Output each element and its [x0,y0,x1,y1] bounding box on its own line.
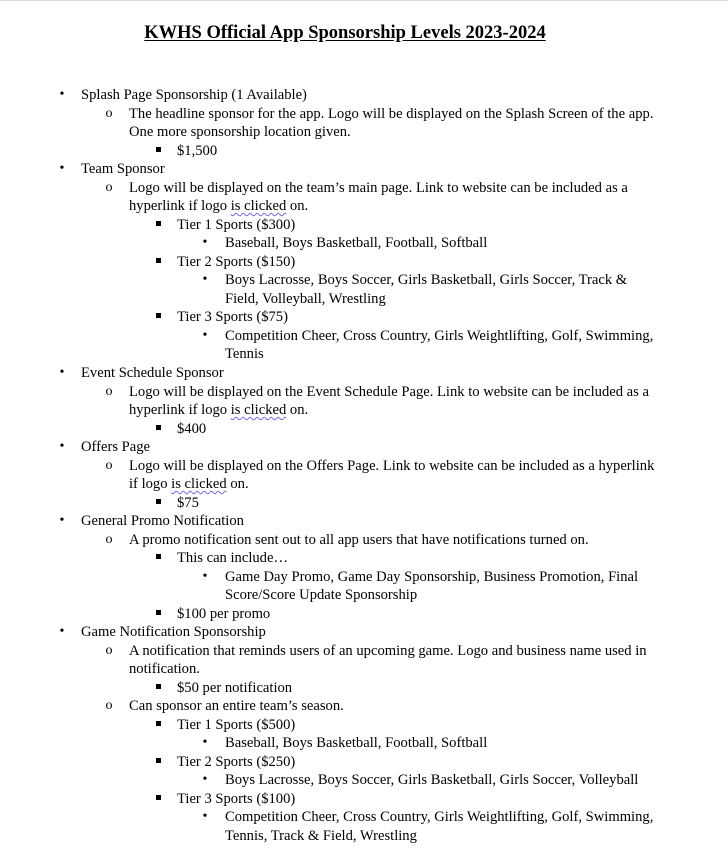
promo-include-line2: Score/Score Update Sponsorship [225,587,418,603]
bullet-disc-icon: • [202,235,208,250]
promo-price: $100 per promo [177,605,271,622]
promo-heading: General Promo Notification [81,513,244,529]
event-price: $400 [177,420,207,437]
team-tier3-sports-line2: Tennis [225,346,264,362]
splash-price: $1,500 [177,142,218,159]
game-heading: Game Notification Sponsorship [81,624,266,640]
bullet-square-icon [151,308,165,326]
game-tier3-sports-line2: Tennis, Track & Field, Wrestling [225,827,417,844]
team-tier2: Tier 2 Sports ($150) [177,253,296,270]
bullet-disc-icon: • [59,161,65,176]
bullet-disc-icon: • [202,272,208,287]
bullet-disc-icon: • [59,365,65,380]
team-tier3-sports-line1: Competition Cheer, Cross Country, Girls Weightlifting, Golf, Swimming, [225,327,654,344]
event-heading: Event Schedule Sponsor [81,365,224,381]
game-tier3-sports-line1: Competition Cheer, Cross Country, Girls Weightlifting, Golf, Swimming, [225,809,654,825]
game-desc-line2: notification. [129,661,200,677]
bullet-square-icon [151,420,165,438]
bullet-circle-icon: o [105,698,113,713]
game-tier3: Tier 3 Sports ($100) [177,790,296,807]
bullet-disc-icon: • [59,513,65,528]
bullet-disc-icon: • [202,568,208,584]
game-desc-line1: A notification that reminds users of an upcoming game. Logo and business name used in [129,642,647,659]
offers-desc-line1: Logo will be displayed on the Offers Page. Link to website can be included as a hyperlink [129,457,655,474]
promo-desc: A promo notification sent out to all app users that have notifications turned on. [129,531,589,548]
spellcheck-flag: is clicked [230,198,287,214]
splash-desc-line2: One more sponsorship location given. [129,124,351,140]
bullet-circle-icon: o [105,105,113,121]
event-desc-line1: Logo will be displayed on the Event Schedule Page. Link to website can be included as a [129,383,649,400]
game-tier2-sports: Boys Lacrosse, Boys Soccer, Girls Basketball, Girls Soccer, Volleyball [225,772,639,788]
bullet-circle-icon: o [105,383,113,399]
bullet-disc-icon: • [59,439,65,454]
bullet-square-icon [151,494,165,512]
spellcheck-flag: is clicked [171,476,227,492]
game-tier2: Tier 2 Sports ($250) [177,753,296,770]
offers-heading: Offers Page [81,439,151,455]
bullet-disc-icon: • [202,772,208,787]
bullet-square-icon [151,142,165,160]
splash-desc-line1: The headline sponsor for the app. Logo will be displayed on the Splash Screen of the app. [129,105,654,122]
team-tier2-sports-line1: Boys Lacrosse, Boys Soccer, Girls Basketball, Girls Soccer, Track & [225,272,628,288]
bullet-disc-icon: • [59,87,65,102]
bullet-square-icon [151,790,165,808]
team-tier1: Tier 1 Sports ($300) [177,216,296,233]
bullet-circle-icon: o [105,179,113,195]
document-title: KWHS Official App Sponsorship Levels 2023-2024 [144,23,546,43]
team-desc-line2: hyperlink if logo is clicked on. [129,198,309,214]
bullet-disc-icon: • [202,809,208,824]
spellcheck-flag: is clicked [230,402,287,418]
offers-desc-line2: if logo is clicked on. [129,476,249,492]
bullet-square-icon [151,253,165,271]
bullet-circle-icon: o [105,642,113,658]
bullet-square-icon [151,549,165,567]
promo-include: This can include… [177,550,289,566]
game-price: $50 per notification [177,679,293,696]
game-tier1: Tier 1 Sports ($500) [177,716,296,733]
bullet-square-icon [151,716,165,734]
team-desc-line1: Logo will be displayed on the team’s main page. Link to website can be included as a [129,179,628,196]
bullet-circle-icon: o [105,531,113,547]
event-desc-line2: hyperlink if logo is clicked on. [129,402,309,418]
bullet-disc-icon: • [202,327,208,343]
bullet-square-icon [151,605,165,623]
game-season: Can sponsor an entire team’s season. [129,698,344,714]
bullet-disc-icon: • [202,735,208,750]
bullet-circle-icon: o [105,457,113,473]
game-tier1-sports: Baseball, Boys Basketball, Football, Softball [225,735,488,751]
bullet-square-icon [151,216,165,234]
splash-heading: Splash Page Sponsorship (1 Available) [81,87,307,103]
offers-price: $75 [177,494,199,511]
promo-include-line1: Game Day Promo, Game Day Sponsorship, Business Promotion, Final [225,568,639,585]
team-tier3: Tier 3 Sports ($75) [177,309,288,325]
bullet-square-icon [151,679,165,697]
bullet-square-icon [151,753,165,771]
team-tier1-sports: Baseball, Boys Basketball, Football, Softball [225,235,488,251]
team-heading: Team Sponsor [81,161,165,177]
bullet-disc-icon: • [59,624,65,639]
team-tier2-sports-line2: Field, Volleyball, Wrestling [225,290,386,307]
